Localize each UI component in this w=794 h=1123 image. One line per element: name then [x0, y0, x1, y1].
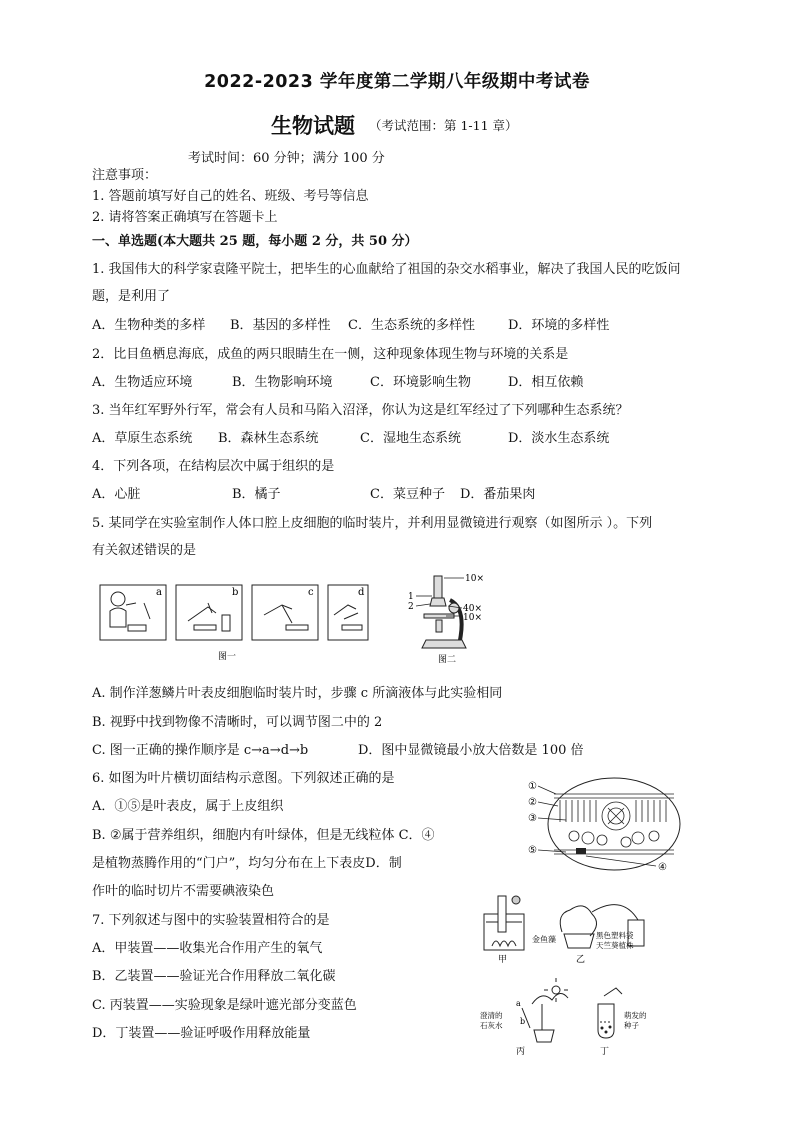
figure-leaf-cross-section [526, 776, 692, 876]
notes-item: 1. 答题前填写好自己的姓名、班级、考号等信息 [92, 189, 369, 204]
figure-one-steps [98, 581, 370, 663]
question-3-option-a: A．草原生态系统 [92, 431, 193, 446]
question-4-option-c: C．菜豆种子 [370, 487, 445, 502]
question-1-stem: 题，是利用了 [92, 289, 171, 304]
question-5-option-b: B. 视野中找到物像不清晰时，可以调节图二中的 2 [92, 715, 383, 730]
question-7-option-b: B．乙装置——验证光合作用释放二氧化碳 [92, 969, 336, 984]
microscope-label: 1 [408, 592, 414, 602]
question-7-option-d: D．丁装置——验证呼吸作用释放能量 [92, 1026, 311, 1041]
label-black-bag: 黑色塑料袋 [596, 931, 634, 940]
label-goldfish-weed: 金鱼藻 [532, 935, 556, 944]
figure-two-microscope [402, 570, 502, 666]
microscope-label: 40× [463, 604, 482, 614]
question-6-stem: 6. 如图为叶片横切面结构示意图。下列叙述正确的是 [92, 771, 395, 786]
question-6-option-c-d: 是植物蒸腾作用的“门户”，均匀分布在上下表皮D．制 [92, 856, 402, 871]
exam-scope: （考试范围：第 1-11 章） [369, 118, 518, 133]
label-limewater: 石灰水 [480, 1021, 503, 1030]
question-5-stem: 有关叙述错误的是 [92, 543, 197, 558]
question-4-option-d: D．番茄果肉 [460, 487, 536, 502]
question-1-option-a: A．生物种类的多样 [92, 318, 206, 333]
leaf-label: ② [528, 797, 537, 808]
question-3-stem: 3. 当年红军野外行军，常会有人员和马陷入沼泽，你认为这是红军经过了下列哪种生态系统？ [92, 403, 629, 418]
time-and-score: 考试时间：60 分钟；满分 100 分 [188, 151, 385, 166]
leaf-label: ① [528, 781, 537, 792]
notes-item: 2. 请将答案正确填写在答题卡上 [92, 210, 278, 225]
question-5-option-c: C. 图一正确的操作顺序是 c→a→d→b [92, 743, 309, 758]
label-sunflower: 天竺葵植株 [596, 941, 634, 950]
question-2-stem: 2．比目鱼栖息海底，成鱼的两只眼睛生在一侧，这种现象体现生物与环境的关系是 [92, 347, 569, 362]
label-yi: 乙 [576, 955, 586, 965]
label-b: b [520, 1017, 526, 1026]
question-7-stem: 7. 下列叙述与图中的实验装置相符合的是 [92, 913, 330, 928]
question-1-option-c: C．生态系统的多样性 [348, 318, 475, 333]
leaf-label: ④ [658, 862, 667, 873]
figure-two-caption: 图二 [438, 655, 457, 665]
question-1-stem: 1. 我国伟大的科学家袁隆平院士，把毕生的心血献给了祖国的杂交水稻事业，解决了我国人民的吃饭问 [92, 262, 681, 277]
subject-title: 生物试题 [271, 113, 355, 138]
question-4-option-a: A．心脏 [92, 487, 141, 502]
exam-title: 2022-2023 学年度第二学期八年级期中考试卷 [204, 72, 590, 92]
question-6-option-b-c: B. ②属于营养组织，细胞内有叶绿体，但是无线粒体 C．④ [92, 828, 435, 843]
figure-one-step-label: b [232, 587, 239, 598]
question-2-option-b: B．生物影响环境 [232, 375, 333, 390]
label-ding: 丁 [600, 1047, 610, 1057]
label-a: a [516, 999, 521, 1008]
question-4-stem: 4．下列各项，在结构层次中属于组织的是 [92, 459, 335, 474]
question-2-option-c: C．环境影响生物 [370, 375, 471, 390]
question-1-option-b: B．基因的多样性 [230, 318, 331, 333]
label-seeds: 萌发的 [624, 1011, 647, 1020]
notes-heading: 注意事项： [92, 168, 158, 183]
question-5-stem: 5. 某同学在实验室制作人体口腔上皮细胞的临时装片，并利用显微镜进行观察（如图所示 ）。下列 [92, 516, 653, 531]
microscope-label: 2 [408, 602, 414, 612]
leaf-label: ③ [528, 813, 537, 824]
question-6-option-a: A．①⑤是叶表皮，属于上皮组织 [92, 799, 284, 814]
question-7-option-c: C. 丙装置——实验现象是绿叶遮光部分变蓝色 [92, 998, 357, 1013]
question-7-option-a: A．甲装置——收集光合作用产生的氧气 [92, 941, 323, 956]
figure-one-step-label: d [358, 587, 365, 598]
figure-experiment-devices [472, 892, 692, 1060]
leaf-label: ⑤ [528, 845, 537, 856]
question-3-option-c: C．湿地生态系统 [360, 431, 461, 446]
question-2-option-a: A．生物适应环境 [92, 375, 193, 390]
question-1-option-d: D．环境的多样性 [508, 318, 610, 333]
label-jia: 甲 [498, 955, 508, 965]
question-2-option-d: D．相互依赖 [508, 375, 584, 390]
question-3-option-d: D．淡水生态系统 [508, 431, 610, 446]
question-4-option-b: B．橘子 [232, 487, 281, 502]
question-5-option-a: A. 制作洋葱鳞片叶表皮细胞临时装片时，步骤 c 所滴液体与此实验相同 [92, 686, 503, 701]
label-limewater: 澄清的 [480, 1011, 503, 1020]
figure-one-step-label: c [308, 587, 314, 598]
question-5-option-d: D．图中显微镜最小放大倍数是 100 倍 [358, 743, 584, 758]
figure-one-caption: 图一 [218, 652, 237, 662]
question-3-option-b: B．森林生态系统 [218, 431, 319, 446]
question-6-option-d: 作叶的临时切片不需要碘液染色 [92, 884, 275, 899]
figure-one-step-label: a [156, 587, 162, 598]
label-seeds: 种子 [624, 1021, 639, 1030]
microscope-label: 10× [463, 613, 482, 623]
microscope-label: 10× [465, 574, 484, 584]
section-title: 一、单选题(本大题共 25 题，每小题 2 分，共 50 分） [92, 234, 418, 249]
label-bing: 丙 [516, 1047, 526, 1057]
